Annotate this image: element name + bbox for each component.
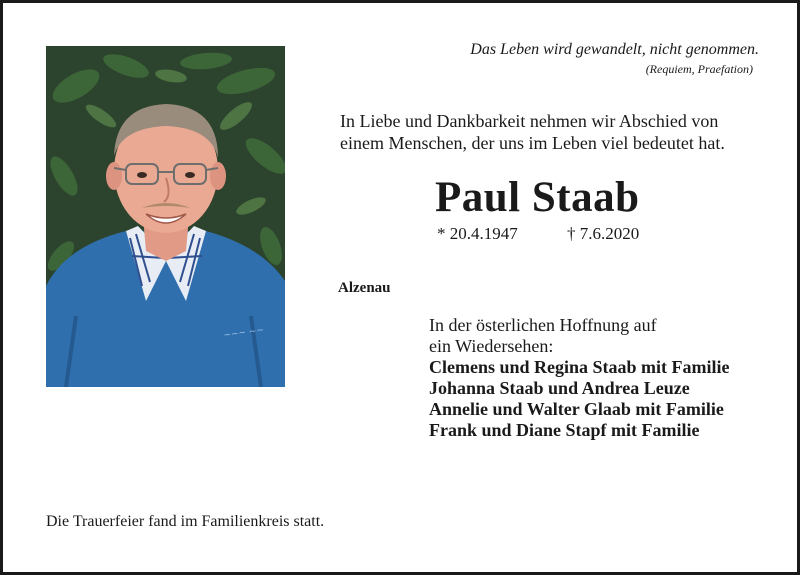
quote-source: (Requiem, Praefation) bbox=[645, 62, 753, 76]
mourner-entry: Frank und Diane Stapf mit Familie bbox=[429, 420, 700, 440]
hope-text bbox=[429, 315, 657, 357]
birth-date: * 20.4.1947 bbox=[437, 224, 518, 243]
svg-text:~~~ ~~: ~~~ ~~ bbox=[223, 325, 265, 341]
intro-text bbox=[340, 110, 780, 154]
quote-text: Das Leben wird gewandelt, nicht genommen. bbox=[470, 41, 759, 58]
place-name: Alzenau bbox=[338, 280, 391, 296]
mourner-entry: Johanna Staab und Andrea Leuze bbox=[429, 378, 690, 398]
death-date: † 7.6.2020 bbox=[567, 224, 640, 243]
deceased-name: Paul Staab bbox=[435, 174, 640, 221]
mourner-entry: Clemens und Regina Staab mit Familie bbox=[429, 357, 730, 377]
hope-line-1: In der österlichen Hoffnung auf bbox=[429, 315, 657, 335]
portrait-illustration bbox=[46, 46, 285, 387]
mourners-list bbox=[429, 357, 730, 441]
mourner-entry: Annelie und Walter Glaab mit Familie bbox=[429, 399, 724, 419]
intro-line-2: einem Menschen, der uns im Leben viel bedeutet hat. bbox=[340, 133, 725, 153]
funeral-note: Die Trauerfeier fand im Familienkreis statt. bbox=[46, 513, 325, 530]
portrait-photo bbox=[46, 46, 285, 387]
hope-line-2: ein Wiedersehen: bbox=[429, 336, 554, 356]
intro-line-1: In Liebe und Dankbarkeit nehmen wir Abschied von bbox=[340, 111, 719, 131]
